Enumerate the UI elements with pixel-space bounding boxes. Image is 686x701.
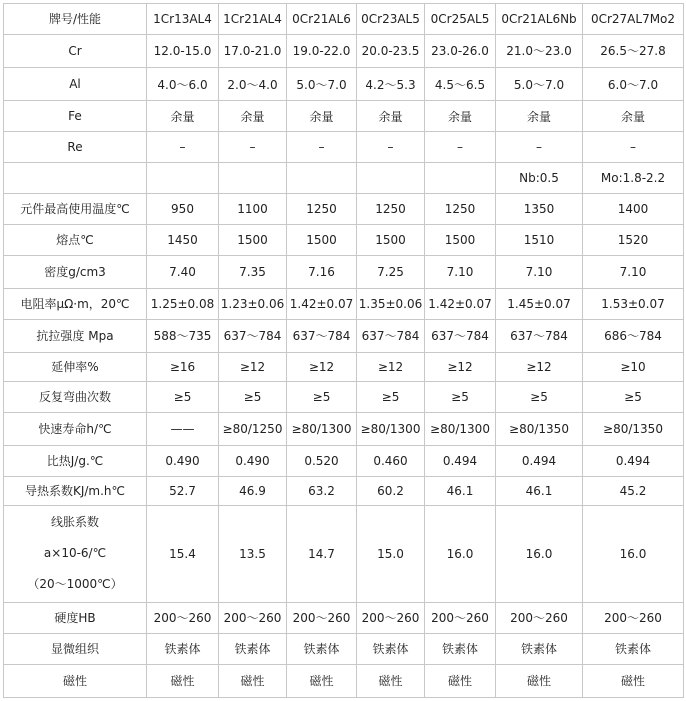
value-cell: ≥5: [425, 381, 496, 412]
row-label-cell: 电阻率μΩ·m，20℃: [4, 288, 147, 319]
value-cell: 200～260: [496, 602, 583, 633]
value-cell: 铁素体: [219, 633, 287, 664]
value-cell: 1400: [583, 193, 684, 224]
value-cell: 磁性: [583, 664, 684, 697]
value-cell: 1.25±0.08: [147, 288, 219, 319]
value-cell: 余量: [496, 101, 583, 132]
table-row: [4, 602, 684, 633]
value-cell: 1250: [357, 193, 425, 224]
value-cell: 1.42±0.07: [287, 288, 357, 319]
value-cell: 1500: [357, 224, 425, 255]
row-label-cell: 磁性: [4, 664, 147, 697]
value-cell: 0.520: [287, 445, 357, 476]
value-cell: [357, 163, 425, 194]
value-cell: 60.2: [357, 476, 425, 505]
table-row: [4, 352, 684, 381]
value-cell: 46.1: [425, 476, 496, 505]
value-cell: 950: [147, 193, 219, 224]
value-cell: 7.10: [583, 255, 684, 288]
value-cell: ≥12: [287, 352, 357, 381]
value-cell: 637～784: [496, 319, 583, 352]
value-cell: 637～784: [357, 319, 425, 352]
value-cell: 15.0: [357, 505, 425, 602]
value-cell: ≥5: [496, 381, 583, 412]
value-cell: 7.25: [357, 255, 425, 288]
value-cell: 0.490: [147, 445, 219, 476]
table-row: [4, 224, 684, 255]
row-label-cell: 延伸率%: [4, 352, 147, 381]
value-cell: [219, 163, 287, 194]
value-cell: 16.0: [583, 505, 684, 602]
value-cell: 铁素体: [496, 633, 583, 664]
value-cell: 7.16: [287, 255, 357, 288]
value-cell: 16.0: [425, 505, 496, 602]
alloy-properties-table: [3, 3, 684, 698]
table-row: [4, 412, 684, 445]
value-cell: 铁素体: [583, 633, 684, 664]
value-cell: 13.5: [219, 505, 287, 602]
value-cell: –: [496, 132, 583, 163]
value-cell: 余量: [147, 101, 219, 132]
header-grade-cell: 0Cr21AL6: [287, 4, 357, 35]
value-cell: 12.0-15.0: [147, 34, 219, 67]
table-row: [4, 193, 684, 224]
table-row: [4, 255, 684, 288]
value-cell: 磁性: [147, 664, 219, 697]
table-row: [4, 664, 684, 697]
value-cell: 1510: [496, 224, 583, 255]
value-cell: 1500: [287, 224, 357, 255]
row-label-cell: 比热J/g.℃: [4, 445, 147, 476]
value-cell: 磁性: [357, 664, 425, 697]
table-row: [4, 132, 684, 163]
row-label-cell: 熔点℃: [4, 224, 147, 255]
value-cell: –: [583, 132, 684, 163]
value-cell: ≥10: [583, 352, 684, 381]
value-cell: 7.10: [425, 255, 496, 288]
value-cell: ≥80/1250: [219, 412, 287, 445]
header-row: [4, 4, 684, 35]
value-cell: 0.494: [425, 445, 496, 476]
header-grade-cell: 0Cr23AL5: [357, 4, 425, 35]
table-row: [4, 505, 684, 602]
value-cell: ≥80/1300: [425, 412, 496, 445]
value-cell: 637～784: [287, 319, 357, 352]
value-cell: 6.0～7.0: [583, 68, 684, 101]
table-row: [4, 633, 684, 664]
value-cell: 46.9: [219, 476, 287, 505]
value-cell: 1.35±0.06: [357, 288, 425, 319]
value-cell: 14.7: [287, 505, 357, 602]
value-cell: 46.1: [496, 476, 583, 505]
value-cell: 余量: [357, 101, 425, 132]
value-cell: ≥5: [357, 381, 425, 412]
value-cell: 63.2: [287, 476, 357, 505]
value-cell: 15.4: [147, 505, 219, 602]
value-cell: 2.0～4.0: [219, 68, 287, 101]
value-cell: 1250: [425, 193, 496, 224]
value-cell: Nb:0.5: [496, 163, 583, 194]
value-cell: 1100: [219, 193, 287, 224]
value-cell: 588～735: [147, 319, 219, 352]
value-cell: 7.35: [219, 255, 287, 288]
header-grade-cell: 0Cr25AL5: [425, 4, 496, 35]
row-label-cell: 密度g/cm3: [4, 255, 147, 288]
table-row: [4, 381, 684, 412]
value-cell: –: [147, 132, 219, 163]
value-cell: 铁素体: [425, 633, 496, 664]
value-cell: 4.2～5.3: [357, 68, 425, 101]
value-cell: 1500: [219, 224, 287, 255]
value-cell: 45.2: [583, 476, 684, 505]
value-cell: –: [425, 132, 496, 163]
header-corner-cell: 牌号/性能: [4, 4, 147, 35]
value-cell: 1.23±0.06: [219, 288, 287, 319]
row-label-cell: 硬度HB: [4, 602, 147, 633]
value-cell: 4.5～6.5: [425, 68, 496, 101]
value-cell: 1450: [147, 224, 219, 255]
value-cell: 20.0-23.5: [357, 34, 425, 67]
value-cell: 1.42±0.07: [425, 288, 496, 319]
value-cell: ≥80/1300: [357, 412, 425, 445]
row-label-line: （20～1000℃）: [27, 577, 123, 592]
value-cell: 余量: [583, 101, 684, 132]
value-cell: 磁性: [219, 664, 287, 697]
row-label-line: 线胀系数: [50, 515, 99, 530]
value-cell: 200～260: [357, 602, 425, 633]
row-label-line: a×10-6/℃: [43, 546, 107, 561]
value-cell: ≥5: [219, 381, 287, 412]
value-cell: 铁素体: [357, 633, 425, 664]
value-cell: 1500: [425, 224, 496, 255]
value-cell: 1.45±0.07: [496, 288, 583, 319]
value-cell: 1.53±0.07: [583, 288, 684, 319]
value-cell: 26.5～27.8: [583, 34, 684, 67]
value-cell: 52.7: [147, 476, 219, 505]
value-cell: 1350: [496, 193, 583, 224]
row-label-cell: Cr: [4, 34, 147, 67]
value-cell: 4.0～6.0: [147, 68, 219, 101]
table-row: [4, 163, 684, 194]
value-cell: 0.494: [496, 445, 583, 476]
value-cell: 磁性: [287, 664, 357, 697]
value-cell: 0.460: [357, 445, 425, 476]
value-cell: ≥12: [496, 352, 583, 381]
row-label-cell: 元件最高使用温度℃: [4, 193, 147, 224]
value-cell: 0.490: [219, 445, 287, 476]
value-cell: 21.0～23.0: [496, 34, 583, 67]
row-label-cell: [4, 505, 147, 602]
table-row: [4, 68, 684, 101]
value-cell: ≥5: [287, 381, 357, 412]
value-cell: 5.0～7.0: [287, 68, 357, 101]
value-cell: Mo:1.8-2.2: [583, 163, 684, 194]
value-cell: 637～784: [425, 319, 496, 352]
value-cell: ≥80/1300: [287, 412, 357, 445]
value-cell: 16.0: [496, 505, 583, 602]
value-cell: 200～260: [147, 602, 219, 633]
value-cell: ≥5: [147, 381, 219, 412]
value-cell: ≥12: [219, 352, 287, 381]
table-row: [4, 288, 684, 319]
table-row: [4, 101, 684, 132]
row-label-cell: 抗拉强度 Mpa: [4, 319, 147, 352]
row-label-cell: Fe: [4, 101, 147, 132]
value-cell: 23.0-26.0: [425, 34, 496, 67]
value-cell: ≥12: [425, 352, 496, 381]
header-grade-cell: 0Cr27AL7Mo2: [583, 4, 684, 35]
value-cell: 686～784: [583, 319, 684, 352]
value-cell: 1250: [287, 193, 357, 224]
value-cell: 7.40: [147, 255, 219, 288]
value-cell: –: [219, 132, 287, 163]
value-cell: 铁素体: [147, 633, 219, 664]
value-cell: 7.10: [496, 255, 583, 288]
value-cell: [147, 163, 219, 194]
value-cell: [425, 163, 496, 194]
value-cell: 铁素体: [287, 633, 357, 664]
header-grade-cell: 1Cr13AL4: [147, 4, 219, 35]
value-cell: 1520: [583, 224, 684, 255]
header-grade-cell: 1Cr21AL4: [219, 4, 287, 35]
table-row: [4, 476, 684, 505]
row-label-cell: 快速寿命h/℃: [4, 412, 147, 445]
table-row: [4, 34, 684, 67]
value-cell: 余量: [219, 101, 287, 132]
value-cell: 磁性: [496, 664, 583, 697]
value-cell: 200～260: [219, 602, 287, 633]
value-cell: 200～260: [425, 602, 496, 633]
row-label-cell: [4, 163, 147, 194]
row-label-cell: 显微组织: [4, 633, 147, 664]
row-label-cell: 导热系数KJ/m.h℃: [4, 476, 147, 505]
table-row: [4, 319, 684, 352]
value-cell: 余量: [425, 101, 496, 132]
value-cell: ≥80/1350: [583, 412, 684, 445]
value-cell: ≥5: [583, 381, 684, 412]
value-cell: 5.0～7.0: [496, 68, 583, 101]
value-cell: 磁性: [425, 664, 496, 697]
value-cell: ≥80/1350: [496, 412, 583, 445]
value-cell: –: [357, 132, 425, 163]
value-cell: ≥16: [147, 352, 219, 381]
value-cell: 0.494: [583, 445, 684, 476]
row-label-cell: Re: [4, 132, 147, 163]
value-cell: 637～784: [219, 319, 287, 352]
header-grade-cell: 0Cr21AL6Nb: [496, 4, 583, 35]
row-label-cell: 反复弯曲次数: [4, 381, 147, 412]
value-cell: ≥12: [357, 352, 425, 381]
row-label-cell: Al: [4, 68, 147, 101]
value-cell: 200～260: [287, 602, 357, 633]
value-cell: [287, 163, 357, 194]
table-row: [4, 445, 684, 476]
value-cell: ——: [147, 412, 219, 445]
value-cell: 200～260: [583, 602, 684, 633]
value-cell: 余量: [287, 101, 357, 132]
value-cell: 17.0-21.0: [219, 34, 287, 67]
value-cell: –: [287, 132, 357, 163]
value-cell: 19.0-22.0: [287, 34, 357, 67]
